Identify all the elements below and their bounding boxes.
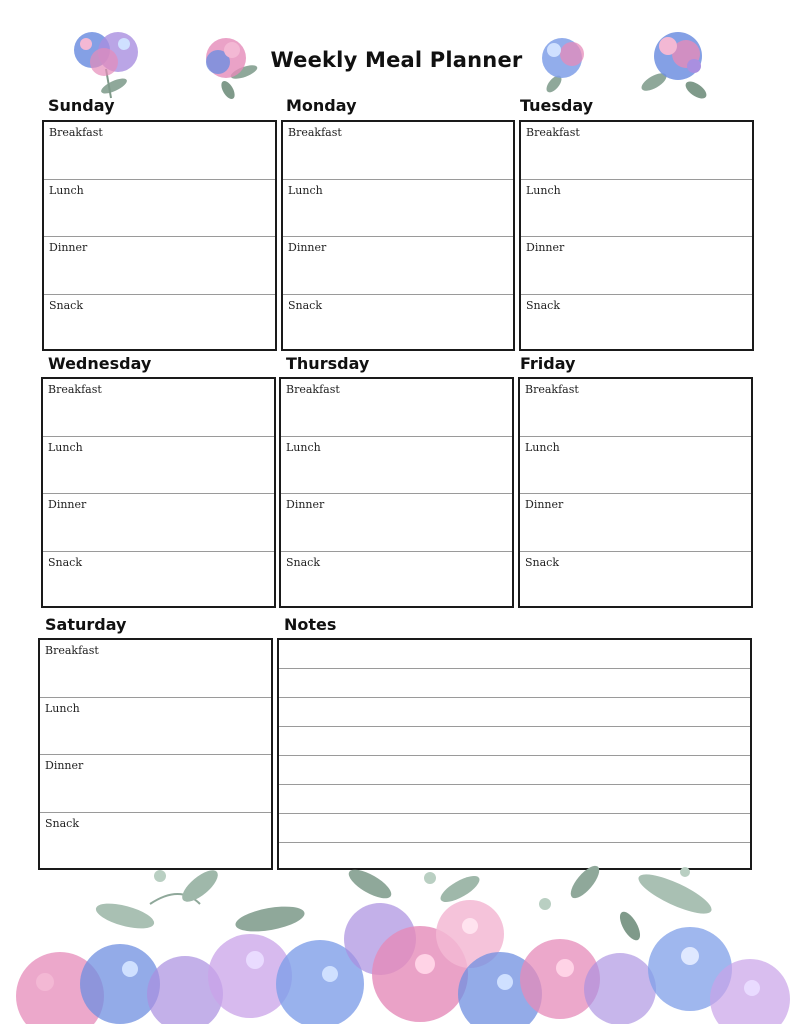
- meal-label: Snack: [288, 298, 323, 312]
- meal-row[interactable]: [283, 122, 513, 180]
- meal-row[interactable]: [521, 180, 752, 238]
- note-line[interactable]: [279, 785, 750, 814]
- meal-label: Snack: [49, 298, 84, 312]
- meal-row[interactable]: [44, 295, 275, 350]
- meal-label: Snack: [45, 816, 80, 830]
- meal-label: Snack: [48, 555, 83, 569]
- day-box-monday: [281, 120, 515, 351]
- page-title: Weekly Meal Planner: [270, 48, 523, 72]
- day-box-saturday: [38, 638, 273, 870]
- meal-row[interactable]: [43, 437, 274, 495]
- day-label-sunday: Sunday: [48, 96, 115, 115]
- meal-label: Dinner: [49, 241, 88, 254]
- day-label-friday: Friday: [520, 354, 576, 373]
- meal-row[interactable]: [281, 437, 512, 495]
- notes-box: [277, 638, 752, 870]
- meal-label: Breakfast: [288, 126, 342, 139]
- day-box-thursday: [279, 377, 514, 608]
- meal-label: Lunch: [45, 701, 80, 715]
- meal-label: Dinner: [525, 498, 564, 511]
- meal-row[interactable]: [43, 379, 274, 437]
- meal-row[interactable]: [520, 552, 751, 607]
- day-box-friday: [518, 377, 753, 608]
- meal-label: Lunch: [48, 440, 83, 454]
- meal-row[interactable]: [43, 552, 274, 607]
- day-box-tuesday: [519, 120, 754, 351]
- meal-row[interactable]: [283, 180, 513, 238]
- meal-label: Lunch: [288, 183, 323, 197]
- meal-label: Dinner: [48, 498, 87, 511]
- meal-row[interactable]: [40, 640, 271, 698]
- floral-border-decoration: [0, 864, 793, 1024]
- meal-label: Lunch: [49, 183, 84, 197]
- meal-label: Breakfast: [48, 383, 102, 396]
- day-label-monday: Monday: [286, 96, 357, 115]
- meal-label: Breakfast: [526, 126, 580, 139]
- meal-row[interactable]: [520, 494, 751, 552]
- meal-row[interactable]: [40, 813, 271, 869]
- note-line[interactable]: [279, 814, 750, 843]
- meal-label: Snack: [525, 555, 560, 569]
- meal-row[interactable]: [281, 379, 512, 437]
- meal-row[interactable]: [281, 552, 512, 607]
- meal-row[interactable]: [521, 237, 752, 295]
- meal-label: Breakfast: [49, 126, 103, 139]
- note-line[interactable]: [279, 698, 750, 727]
- day-label-thursday: Thursday: [286, 354, 370, 373]
- meal-row[interactable]: [520, 379, 751, 437]
- meal-label: Dinner: [526, 241, 565, 254]
- day-box-wednesday: [41, 377, 276, 608]
- meal-row[interactable]: [40, 698, 271, 756]
- note-line[interactable]: [279, 669, 750, 698]
- meal-row[interactable]: [283, 295, 513, 350]
- day-label-saturday: Saturday: [45, 615, 127, 634]
- meal-row[interactable]: [44, 122, 275, 180]
- notes-label: Notes: [284, 615, 337, 634]
- hydrangea-icon: [532, 32, 598, 98]
- day-label-tuesday: Tuesday: [520, 96, 594, 115]
- hydrangea-icon: [66, 24, 148, 102]
- meal-row[interactable]: [281, 494, 512, 552]
- meal-label: Lunch: [286, 440, 321, 454]
- meal-label: Dinner: [45, 759, 84, 772]
- hydrangea-icon: [636, 24, 720, 106]
- hydrangea-icon: [198, 32, 266, 104]
- meal-label: Snack: [526, 298, 561, 312]
- meal-label: Breakfast: [525, 383, 579, 396]
- meal-row[interactable]: [43, 494, 274, 552]
- meal-label: Snack: [286, 555, 321, 569]
- note-line[interactable]: [279, 756, 750, 785]
- meal-label: Dinner: [288, 241, 327, 254]
- meal-row[interactable]: [520, 437, 751, 495]
- meal-label: Lunch: [525, 440, 560, 454]
- meal-row[interactable]: [40, 755, 271, 813]
- meal-label: Lunch: [526, 183, 561, 197]
- meal-row[interactable]: [44, 237, 275, 295]
- note-line[interactable]: [279, 727, 750, 756]
- meal-row[interactable]: [44, 180, 275, 238]
- meal-label: Dinner: [286, 498, 325, 511]
- meal-label: Breakfast: [45, 644, 99, 657]
- note-line[interactable]: [279, 640, 750, 669]
- meal-row[interactable]: [521, 295, 752, 350]
- meal-label: Breakfast: [286, 383, 340, 396]
- day-box-sunday: [42, 120, 277, 351]
- meal-row[interactable]: [283, 237, 513, 295]
- meal-row[interactable]: [521, 122, 752, 180]
- day-label-wednesday: Wednesday: [48, 354, 152, 373]
